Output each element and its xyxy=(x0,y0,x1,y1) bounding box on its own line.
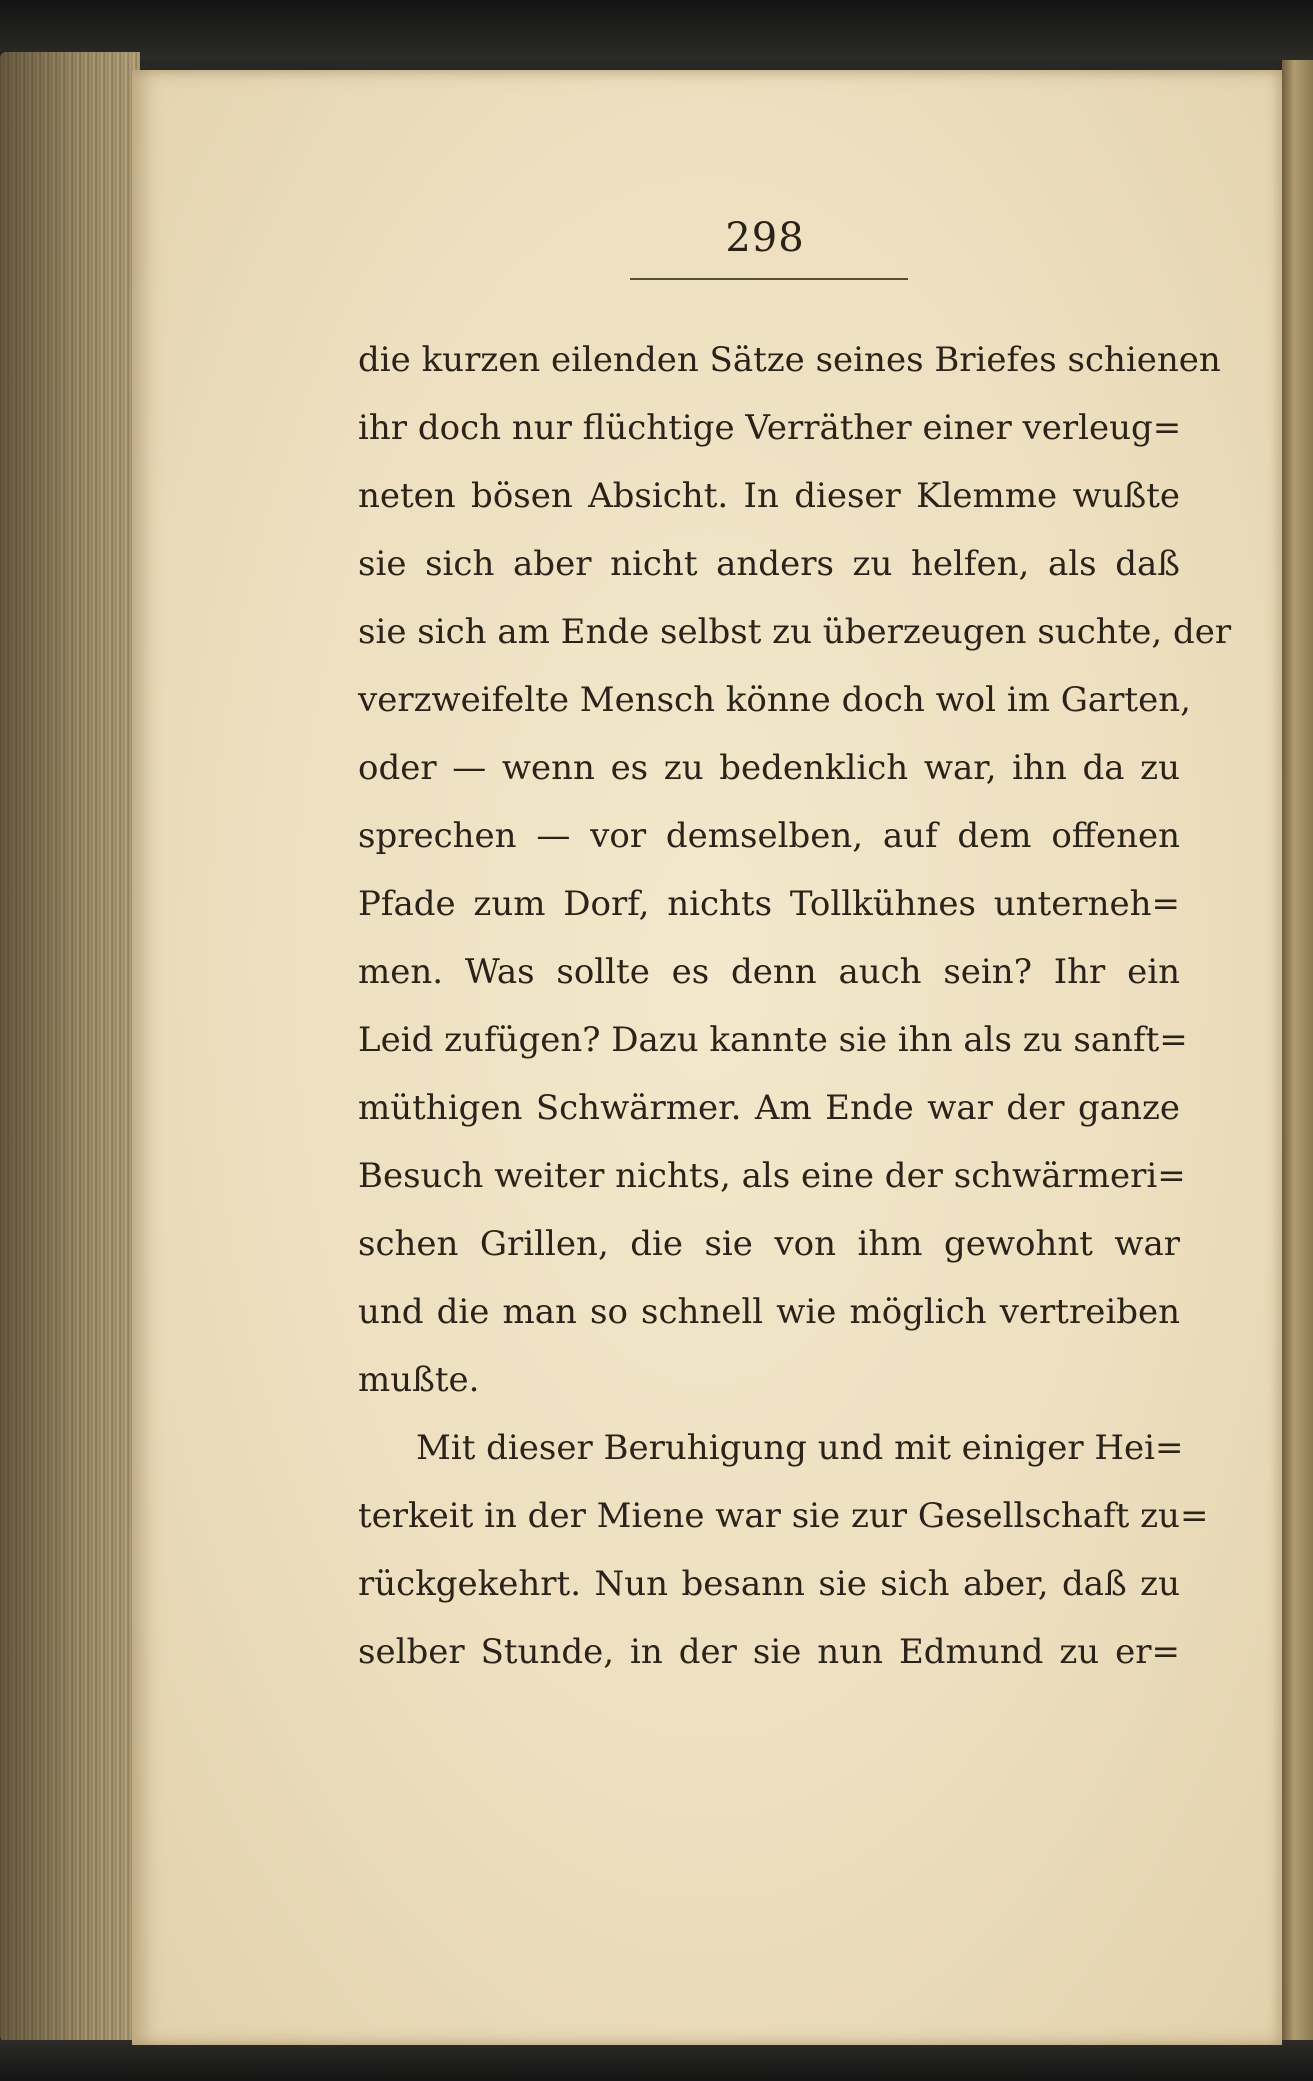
text-line: Besuch weiter nichts, als eine der schwärmeri= xyxy=(358,1156,1186,1196)
text-line: verzweifelte Mensch könne doch wol im Garten, xyxy=(358,680,1191,720)
header-rule xyxy=(630,278,908,280)
text-line: Pfade zum Dorf, nichts Tollkühnes unterneh= xyxy=(358,884,1180,924)
text-line: sie sich am Ende selbst zu überzeugen suchte, der xyxy=(358,612,1232,652)
text-line: neten bösen Absicht. In dieser Klemme wußte xyxy=(358,476,1180,516)
text-line: ihr doch nur flüchtige Verräther einer verleug= xyxy=(358,408,1182,448)
paragraph-end-line: mußte. xyxy=(358,1360,480,1400)
text-line: die kurzen eilenden Sätze seines Briefes schienen xyxy=(358,340,1221,380)
text-line: Leid zufügen? Dazu kannte sie ihn als zu sanft= xyxy=(358,1020,1188,1060)
text-line: men. Was sollte es denn auch sein? Ihr ein xyxy=(358,952,1180,992)
text-line: sprechen — vor demselben, auf dem offenen xyxy=(358,816,1180,856)
text-line: müthigen Schwärmer. Am Ende war der ganze xyxy=(358,1088,1180,1128)
text-line: selber Stunde, in der sie nun Edmund zu er= xyxy=(358,1632,1180,1672)
page-edges-shadow xyxy=(0,52,140,2042)
page-body-text xyxy=(358,326,1232,1686)
text-line: und die man so schnell wie möglich vertreiben xyxy=(358,1292,1180,1332)
scan-top-border xyxy=(0,0,1313,60)
next-page-edge xyxy=(1282,60,1313,2040)
text-line: oder — wenn es zu bedenklich war, ihn da zu xyxy=(358,748,1180,788)
paragraph-start-line: Mit dieser Beruhigung und mit einiger Hei= xyxy=(416,1428,1184,1468)
text-line: terkeit in der Miene war sie zur Gesellschaft zu= xyxy=(358,1496,1209,1536)
scan-bottom-border xyxy=(0,2040,1313,2081)
text-line: schen Grillen, die sie von ihm gewohnt war xyxy=(358,1224,1180,1264)
text-line: sie sich aber nicht anders zu helfen, als daß xyxy=(358,544,1180,584)
page-number: 298 xyxy=(725,215,805,261)
text-line: rückgekehrt. Nun besann sie sich aber, daß zu xyxy=(358,1564,1180,1604)
